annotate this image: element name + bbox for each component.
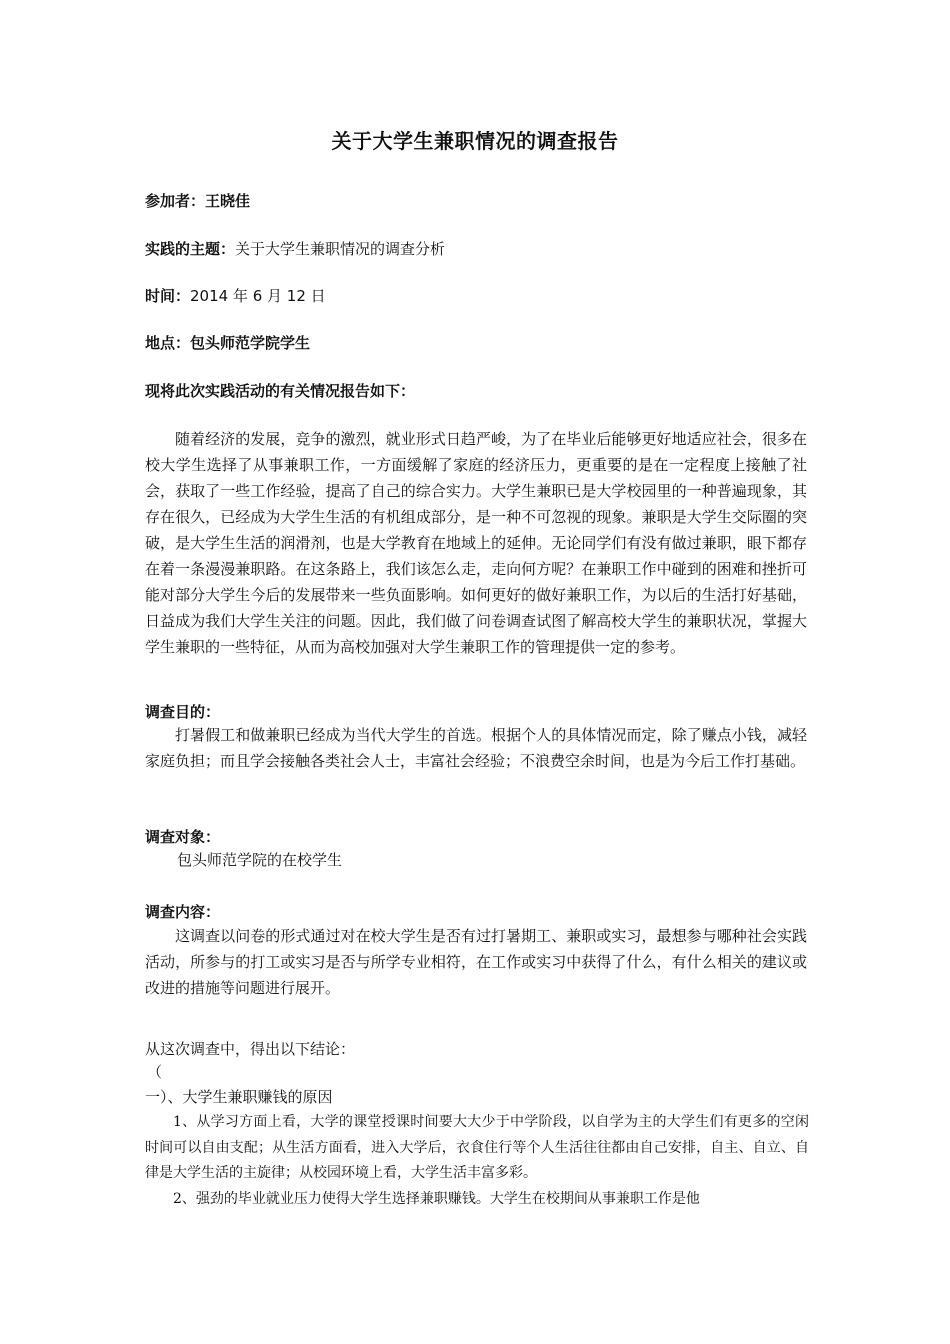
topic-label: 实践的主题： xyxy=(145,240,236,258)
subject-text: 包头师范学院的在校学生 xyxy=(177,851,343,869)
place-value: 包头师范学院学生 xyxy=(190,334,311,352)
topic-value: 关于大学生兼职情况的调查分析 xyxy=(235,240,446,258)
time-value: 2014 年 6 月 12 日 xyxy=(190,287,326,305)
topic-line xyxy=(145,237,815,261)
purpose-heading: 调查目的： xyxy=(145,703,221,721)
section-heading-reasons: 一）、大学生兼职赚钱的原因 xyxy=(145,1088,333,1106)
intro-paragraph: 随着经济的发展，竞争的激烈，就业形式日趋严峻，为了在毕业后能够更好地适应社会，很多在校大学生选择了从事兼职工作，一方面缓解了家庭的经济压力，更重要的是在一定程度上接触了社会，获取了一些工作经验，提高了自己的综合实力。大学生兼职已是大学校园里的一种普遍现象，其存在很久，已经成为大学生生活的有机组成部分，是一种不可忽视的现象。兼职是大学生交际圈的突破，是大学生生活的润滑剂，也是大学教育在地域上的延伸。无论同学们有没有做过兼职，眼下都存在着一条漫漫兼职路。在这条路上，我们该怎么走，走向何方呢？在兼职工作中碰到的困难和挫折可能对部分大学生今后的发展带来一些负面影响。如何更好的做好兼职工作，为以后的生活打好基础，日益成为我们大学生关注的问题。因此，我们做了问卷调查试图了解高校大学生的兼职状况，掌握大学生兼职的一些特征，从而为高校加强对大学生兼职工作的管理提供一定的参考。 xyxy=(145,430,807,656)
time-line xyxy=(145,284,815,308)
participant-label: 参加者： xyxy=(145,192,206,210)
reason-item-1: 1、从学习方面上看，大学的课堂授课时间要大大少于中学阶段，以自学为主的大学生们有更多的空闲时间可以自由支配；从生活方面看，进入大学后，衣食住行等个人生活往往都由自己安排，自主、自立、自律是大学生活的主旋律；从校园环境上看，大学生活丰富多彩。 xyxy=(145,1114,809,1181)
report-intro: 现将此次实践活动的有关情况报告如下： xyxy=(145,382,416,400)
participant-value: 王晓佳 xyxy=(205,192,251,210)
place-line xyxy=(145,331,815,355)
time-label: 时间： xyxy=(145,287,191,305)
purpose-paragraph: 打暑假工和做兼职已经成为当代大学生的首选。根据个人的具体情况而定，除了赚点小钱，减轻家庭负担；而且学会接触各类社会人士，丰富社会经验；不浪费空余时间，也是为今后工作打基础。 xyxy=(145,726,807,770)
content-heading: 调查内容： xyxy=(145,903,221,921)
conclusion-paren: （ xyxy=(147,1063,163,1081)
reason-item-2: 2、强劲的毕业就业压力使得大学生选择兼职赚钱。大学生在校期间从事兼职工作是他 xyxy=(173,1191,700,1207)
place-label: 地点： xyxy=(145,334,191,352)
participant-line xyxy=(145,189,815,213)
subject-heading: 调查对象： xyxy=(145,828,221,846)
content-paragraph: 这调查以问卷的形式通过对在校大学生是否有过打暑期工、兼职或实习，最想参与哪种社会实践活动，所参与的打工或实习是否与所学专业相符，在工作或实习中获得了什么，有什么相关的建议或改进的措施等问题进行展开。 xyxy=(145,927,807,997)
conclusion-intro: 从这次调查中，得出以下结论： xyxy=(145,1040,356,1058)
document-title: 关于大学生兼职情况的调查报告 xyxy=(331,129,619,153)
